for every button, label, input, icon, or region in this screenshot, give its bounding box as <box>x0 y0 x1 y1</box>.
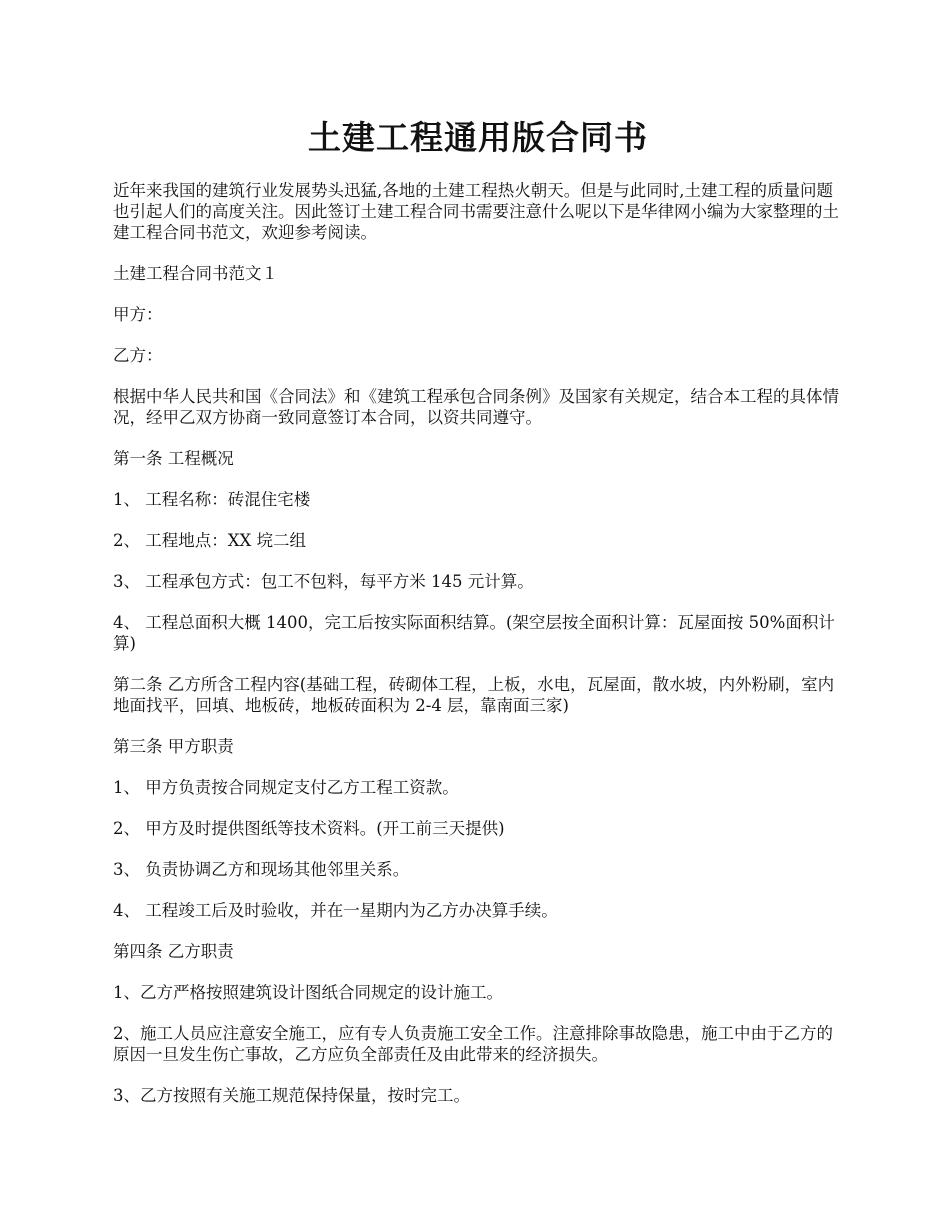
document-title: 土建工程通用版合同书 <box>308 118 648 157</box>
article-1-item-3: 3、 工程承包方式：包工不包料，每平方米 145 元计算。 <box>113 572 534 591</box>
article-4-item-3: 3、乙方按照有关施工规范保持保量，按时完工。 <box>113 1086 470 1105</box>
article-3-item-1: 1、 甲方负责按合同规定支付乙方工程工资款。 <box>113 778 459 797</box>
party-b-line: 乙方： <box>113 346 163 365</box>
article-3-item-2: 2、 甲方及时提供图纸等技术资料。(开工前三天提供) <box>113 819 505 838</box>
article-1-item-2: 2、 工程地点：XX 垸二组 <box>113 531 306 550</box>
document-page <box>113 0 843 1126</box>
article-4-heading: 第四条 乙方职责 <box>113 942 234 961</box>
article-1-item-4: 4、 工程总面积大概 1400，完工后按实际面积结算。(架空层按全面积计算：瓦屋面按 50%面积计算) <box>113 613 835 653</box>
party-a-line: 甲方： <box>113 305 163 324</box>
document-body <box>113 180 843 1106</box>
article-2-paragraph: 第二条 乙方所含工程内容(基础工程，砖砌体工程，上板，水电，瓦屋面，散水坡，内外粉刷，室内地面找平，回填、地板砖，地板砖面积为 2-4 层，靠南面三家) <box>113 675 835 715</box>
intro-paragraph: 近年来我国的建筑行业发展势头迅猛,各地的土建工程热火朝天。但是与此同时,土建工程的质量问题也引起人们的高度关注。因此签订土建工程合同书需要注意什么呢以下是华律网小编为大家整理的土建工程合同书范文，欢迎参考阅读。 <box>113 181 839 242</box>
article-1-heading: 第一条 工程概况 <box>113 449 234 468</box>
article-3-heading: 第三条 甲方职责 <box>113 737 234 756</box>
article-3-item-3: 3、 负责协调乙方和现场其他邻里关系。 <box>113 860 410 879</box>
preamble-paragraph: 根据中华人民共和国《合同法》和《建筑工程承包合同条例》及国家有关规定，结合本工程的具体情况，经甲乙双方协商一致同意签订本合同，以资共同遵守。 <box>113 387 839 427</box>
article-4-item-1: 1、乙方严格按照建筑设计图纸合同规定的设计施工。 <box>113 983 503 1002</box>
article-1-item-1: 1、 工程名称：砖混住宅楼 <box>113 490 311 509</box>
article-3-item-4: 4、 工程竣工后及时验收，并在一星期内为乙方办决算手续。 <box>113 901 558 920</box>
article-4-item-2: 2、施工人员应注意安全施工，应有专人负责施工安全工作。注意排除事故隐患，施工中由于乙方的原因一旦发生伤亡事故，乙方应负全部责任及由此带来的经济损失。 <box>113 1024 833 1064</box>
sample-heading: 土建工程合同书范文１ <box>113 264 278 283</box>
